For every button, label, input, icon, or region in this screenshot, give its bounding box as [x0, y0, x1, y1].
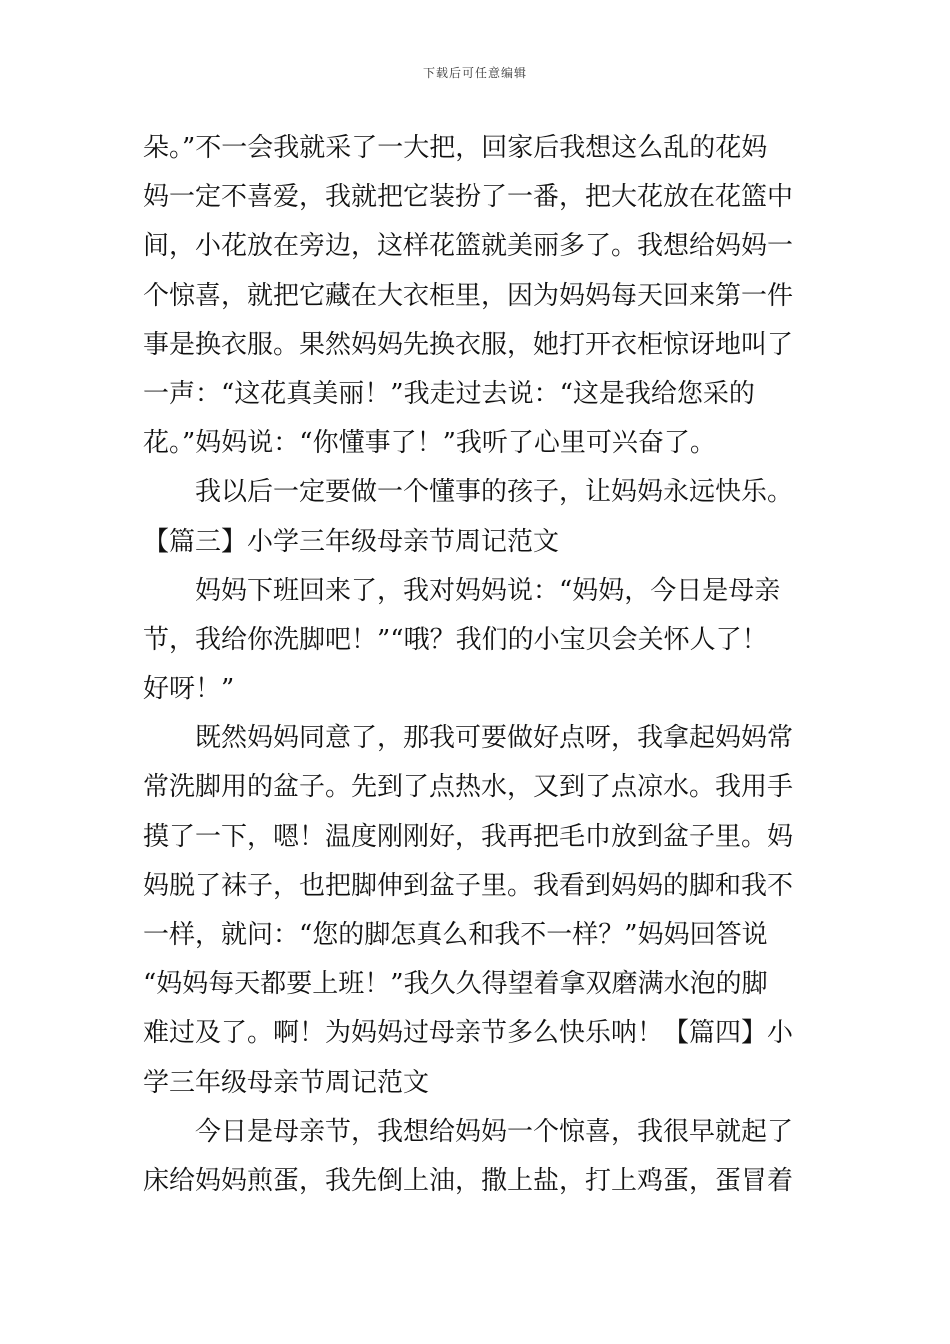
page-header: 下载后可任意编辑 — [422, 66, 527, 80]
text-line: 床给妈妈煎蛋，我先倒上油，撒上盐，打上鸡蛋，蛋冒着 — [143, 1165, 794, 1196]
text-line: 一声：“这花真美丽！”我走过去说：“这是我给您采的 — [143, 378, 755, 409]
text-line: 好呀！” — [143, 674, 235, 705]
text-line: 个惊喜，就把它藏在大衣柜里，因为妈妈每天回来第一件 — [143, 280, 794, 311]
text-line: 学三年级母亲节周记范文 — [143, 1067, 430, 1098]
text-line: 朵。”不一会我就采了一大把，回家后我想这么乱的花妈 — [143, 133, 768, 163]
paragraph-start-line: 我以后一定要做一个懂事的孩子，让妈妈永远快乐。 — [143, 477, 794, 508]
text-line: 妈一定不喜爱，我就把它装扮了一番，把大花放在花篮中 — [143, 182, 794, 213]
text-line: 一样，就问：“您的脚怎真么和我不一样？”妈妈回答说 — [143, 920, 768, 950]
text-line: 妈脱了袜子，也把脚伸到盆子里。我看到妈妈的脚和我不 — [143, 870, 794, 901]
text-line: 花。”妈妈说：“你懂事了！”我听了心里可兴奋了。 — [143, 428, 716, 459]
text-line: 摸了一下，嗯！温度刚刚好，我再把毛巾放到盆子里。妈 — [143, 821, 794, 852]
paragraph-start-line: 既然妈妈同意了，那我可要做好点呀，我拿起妈妈常 — [143, 723, 794, 754]
text-line: 间，小花放在旁边，这样花篮就美丽多了。我想给妈妈一 — [143, 231, 794, 262]
text-line: 常洗脚用的盆子。先到了点热水，又到了点凉水。我用手 — [143, 772, 794, 803]
text-line: 事是换衣服。果然妈妈先换衣服，她打开衣柜惊讶地叫了 — [143, 329, 794, 360]
document-body — [143, 124, 809, 1206]
paragraph-start-line: 妈妈下班回来了，我对妈妈说：“妈妈，今日是母亲 — [143, 575, 781, 606]
text-line: “妈妈每天都要上班！”我久久得望着拿双磨满水泡的脚 — [143, 969, 768, 1000]
section-heading: 【篇三】小学三年级母亲节周记范文 — [143, 526, 560, 557]
paragraph-start-line: 今日是母亲节，我想给妈妈一个惊喜，我很早就起了 — [143, 1116, 794, 1147]
text-line: 节，我给你洗脚吧！”“哦？我们的小宝贝会关怀人了！ — [143, 624, 768, 655]
text-line: 难过及了。啊！为妈妈过母亲节多么快乐呐！【篇四】小 — [143, 1018, 794, 1049]
